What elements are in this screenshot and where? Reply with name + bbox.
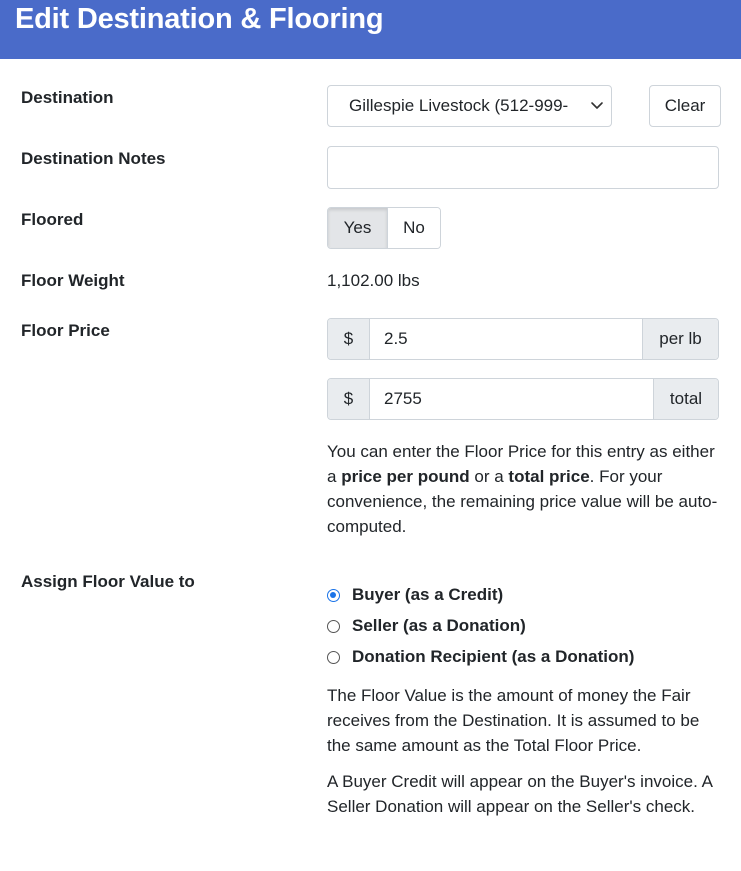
- radio-option-seller[interactable]: [327, 615, 526, 637]
- floored-no-button[interactable]: No: [388, 208, 440, 248]
- page-title: Edit Destination & Flooring: [15, 3, 384, 35]
- floor-value-help: The Floor Value is the amount of money the Fair receives from the Destination. It is assumed to be the same amount as the Total Floor Price.: [327, 686, 700, 755]
- price-total-prefix: $: [328, 379, 370, 419]
- radio-button-seller[interactable]: [327, 620, 340, 633]
- floored-toggle: [327, 207, 441, 249]
- clear-button[interactable]: Clear: [649, 85, 721, 127]
- price-per-lb-prefix: $: [328, 319, 370, 359]
- chevron-down-icon: [589, 97, 605, 113]
- help-bold-total-price: total price: [508, 467, 590, 486]
- destination-select-value: Gillespie Livestock (512-999-: [349, 96, 569, 115]
- destination-label: Destination: [21, 88, 114, 107]
- destination-notes-label: Destination Notes: [21, 149, 166, 168]
- price-total-suffix: total: [653, 379, 718, 419]
- radio-option-donation-recipient[interactable]: [327, 646, 634, 668]
- radio-option-buyer[interactable]: [327, 584, 503, 606]
- price-per-lb-group: [327, 318, 719, 360]
- radio-button-buyer[interactable]: [327, 589, 340, 602]
- price-total-input[interactable]: 2755: [384, 389, 422, 408]
- radio-button-donation-recipient[interactable]: [327, 651, 340, 664]
- floored-label: Floored: [21, 210, 84, 229]
- floored-yes-button[interactable]: Yes: [328, 208, 388, 248]
- help-bold-price-per-pound: price per pound: [341, 467, 470, 486]
- help-text: . For your convenience, the remaining price value will be auto-computed.: [327, 467, 718, 536]
- destination-select[interactable]: [327, 85, 612, 127]
- help-text: or a: [469, 467, 509, 486]
- credit-donation-help: A Buyer Credit will appear on the Buyer's invoice. A Seller Donation will appear on the Seller's check.: [327, 772, 713, 816]
- radio-label-seller: Seller (as a Donation): [352, 616, 526, 635]
- floor-price-help: [327, 439, 719, 539]
- radio-label-donation-recipient: Donation Recipient (as a Donation): [352, 647, 635, 666]
- price-total-group: [327, 378, 719, 420]
- price-per-lb-input[interactable]: 2.5: [384, 329, 408, 348]
- floor-weight-label: Floor Weight: [21, 271, 125, 290]
- price-per-lb-suffix: per lb: [642, 319, 718, 359]
- floor-price-label: Floor Price: [21, 321, 110, 340]
- destination-notes-input[interactable]: [327, 146, 719, 189]
- page-header: [0, 0, 741, 59]
- radio-label-buyer: Buyer (as a Credit): [352, 585, 504, 604]
- floor-weight-value: 1,102.00 lbs: [327, 271, 420, 290]
- help-text: You can enter the Floor Price for this entry as either a: [327, 442, 715, 486]
- assign-floor-value-label: Assign Floor Value to: [21, 572, 195, 591]
